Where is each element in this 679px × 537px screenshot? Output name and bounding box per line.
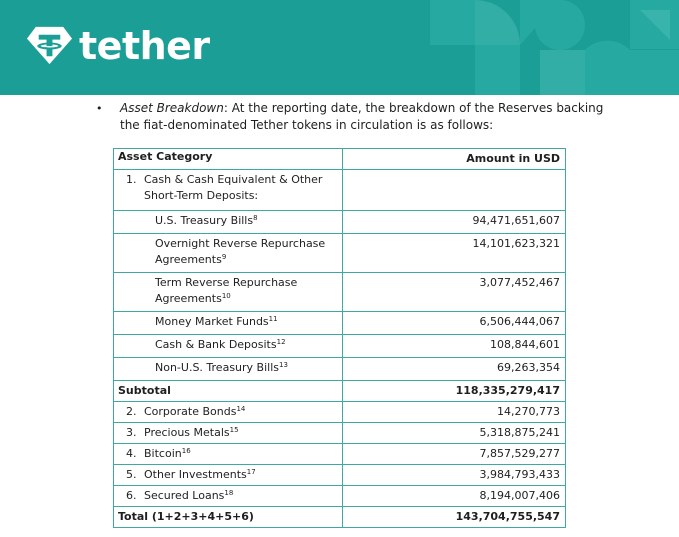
footnote-ref: 8	[253, 214, 258, 222]
table-row-subtotal	[114, 381, 566, 402]
subtotal-label: Subtotal	[114, 381, 343, 402]
footnote-ref: 15	[229, 426, 239, 434]
subtotal-amount: 118,335,279,417	[343, 381, 566, 402]
row-number: 1.	[126, 173, 137, 186]
asset-breakdown-intro	[96, 100, 616, 134]
row-label: U.S. Treasury Bills	[155, 214, 254, 227]
row-amount: 3,984,793,433	[343, 465, 566, 486]
row-number: 4.	[126, 447, 137, 460]
table-row	[114, 312, 566, 335]
table-row	[114, 358, 566, 381]
row-label: Cash & Bank Deposits	[155, 338, 277, 351]
row-label: Term Reverse Repurchase Agreements	[155, 276, 298, 305]
table-row	[114, 486, 566, 507]
intro-paragraph	[120, 100, 616, 134]
row-amount: 94,471,651,607	[343, 211, 566, 234]
table-row	[114, 402, 566, 423]
footnote-ref: 12	[276, 338, 286, 346]
row-label: Non-U.S. Treasury Bills	[155, 361, 279, 374]
table-row-total	[114, 507, 566, 528]
row-amount: 8,194,007,406	[343, 486, 566, 507]
footnote-ref: 14	[236, 405, 246, 413]
row-amount: 69,263,354	[343, 358, 566, 381]
row-label: Cash & Cash Equivalent & Other Short-Term Deposits:	[144, 173, 323, 202]
footnote-ref: 9	[221, 253, 227, 261]
table-row-category-1	[114, 170, 566, 211]
page-header	[0, 0, 679, 95]
row-number: 3.	[126, 426, 137, 439]
row-amount: 14,270,773	[343, 402, 566, 423]
row-amount: 108,844,601	[343, 335, 566, 358]
footnote-ref: 18	[224, 489, 234, 497]
row-number: 2.	[126, 405, 137, 418]
bullet: •	[96, 102, 103, 115]
row-amount: 3,077,452,467	[343, 273, 566, 312]
row-label: Money Market Funds	[155, 315, 269, 328]
footnote-ref: 17	[246, 468, 256, 476]
row-label: Secured Loans	[144, 489, 225, 502]
header-asset-category: Asset Category	[114, 149, 343, 170]
footnote-ref: 10	[221, 292, 231, 300]
row-label: Bitcoin	[144, 447, 182, 460]
total-amount: 143,704,755,547	[343, 507, 566, 528]
footnote-ref: 11	[268, 315, 278, 323]
table-header-row	[114, 149, 566, 170]
table-row	[114, 273, 566, 312]
asset-breakdown-table	[113, 148, 566, 528]
row-amount: 5,318,875,241	[343, 423, 566, 444]
table-row	[114, 234, 566, 273]
header-amount-usd: Amount in USD	[343, 149, 566, 170]
table-row	[114, 465, 566, 486]
row-label: Corporate Bonds	[144, 405, 237, 418]
tether-logo	[26, 22, 210, 69]
row-amount: 6,506,444,067	[343, 312, 566, 335]
footnote-ref: 13	[279, 361, 288, 369]
table-row	[114, 444, 566, 465]
row-amount: 7,857,529,277	[343, 444, 566, 465]
table-row	[114, 211, 566, 234]
table-row	[114, 423, 566, 444]
row-amount-empty	[343, 170, 566, 211]
row-label: Other Investments	[144, 468, 247, 481]
brand-name: tether	[79, 23, 210, 68]
table-row	[114, 335, 566, 358]
row-number: 5.	[126, 468, 137, 481]
intro-text: : At the reporting date, the breakdown of the Reserves backing the fiat-denominated Tether tokens in circulation is as follows:	[120, 101, 604, 132]
row-label: Precious Metals	[144, 426, 230, 439]
tether-logo-icon	[26, 22, 73, 69]
intro-lead: Asset Breakdown	[120, 101, 224, 115]
row-number: 6.	[126, 489, 137, 502]
total-label: Total (1+2+3+4+5+6)	[114, 507, 343, 528]
footnote-ref: 16	[181, 447, 191, 455]
row-label: Overnight Reverse Repurchase Agreements	[155, 237, 326, 266]
row-amount: 14,101,623,321	[343, 234, 566, 273]
